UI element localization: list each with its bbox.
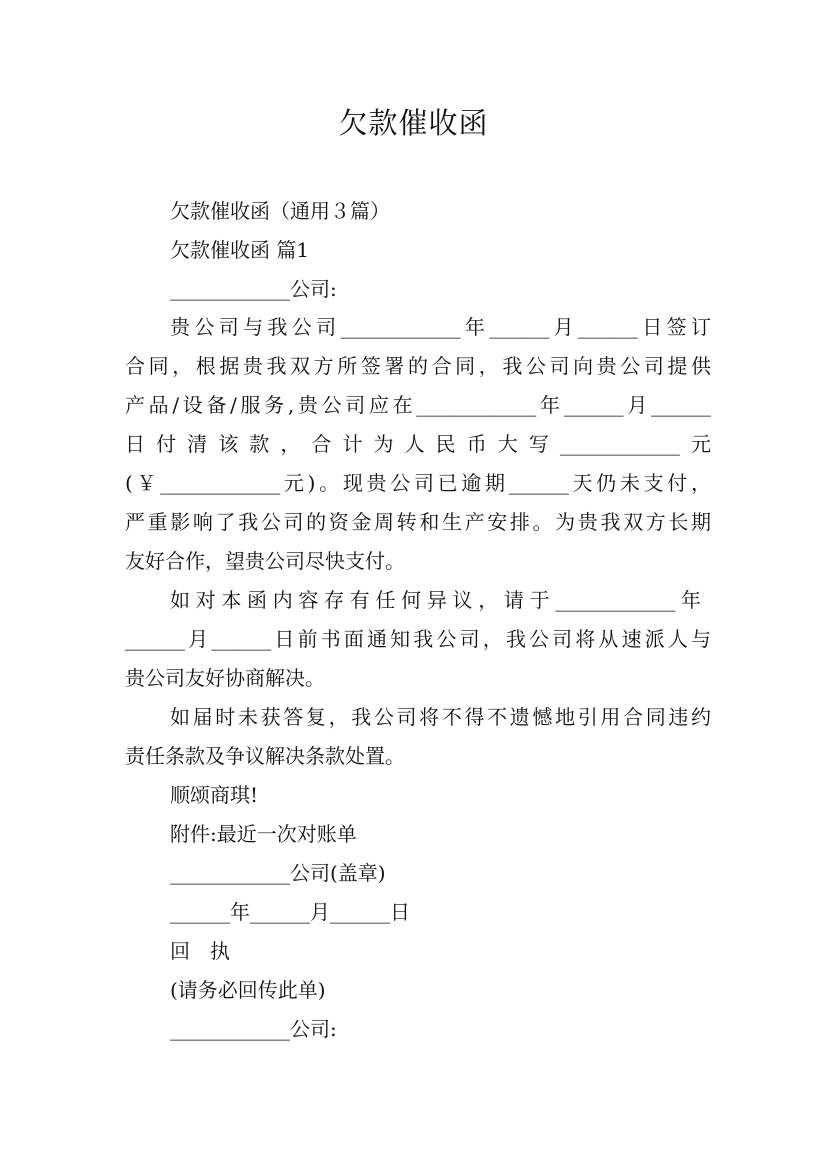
body-line: 如对本函内容存有任何异议，请于____________年 [170,588,701,612]
closing-line: 顺颂商琪! [170,783,259,807]
date-line: ______年______月______日 [170,900,410,924]
body-line: 合同，根据贵我双方所签署的合同，我公司向贵公司提供 [125,354,711,378]
attachment-line: 附件:最近一次对账单 [170,822,357,846]
body-line: 严重影响了我公司的资金周转和生产安排。为贵我双方长期 [125,510,711,534]
body-line: 产品/设备/服务,贵公司应在____________年______月______ [125,393,711,417]
subtitle-line: 欠款催收函（通用３篇） [170,199,390,223]
body-line: 贵公司与我公司____________年______月______日签订 [170,315,711,339]
body-line: 日付清该款，合计为人民币大写____________元 [125,432,711,456]
body-line: 如届时未获答复，我公司将不得不遗憾地引用合同违约 [170,705,711,729]
receipt-note: (请务必回传此单) [170,978,326,1002]
signature-line: ____________公司(盖章) [170,861,386,885]
receipt-salutation: ____________公司: [170,1017,337,1041]
salutation-line: ____________公司: [170,277,337,301]
body-line: 贵公司友好协商解决。 [125,666,325,690]
body-line: 友好合作，望贵公司尽快支付。 [125,549,405,573]
body-line: 责任条款及争议解决条款处置。 [125,744,405,768]
document-title: 欠款催收函 [338,106,489,140]
body-line: ______月______日前书面通知我公司，我公司将从速派人与 [125,627,711,651]
section-heading: 欠款催收函 篇1 [170,238,310,262]
receipt-heading: 回 执 [170,939,230,963]
body-line: (￥____________元)。现贵公司已逾期______天仍未支付， [125,471,711,495]
